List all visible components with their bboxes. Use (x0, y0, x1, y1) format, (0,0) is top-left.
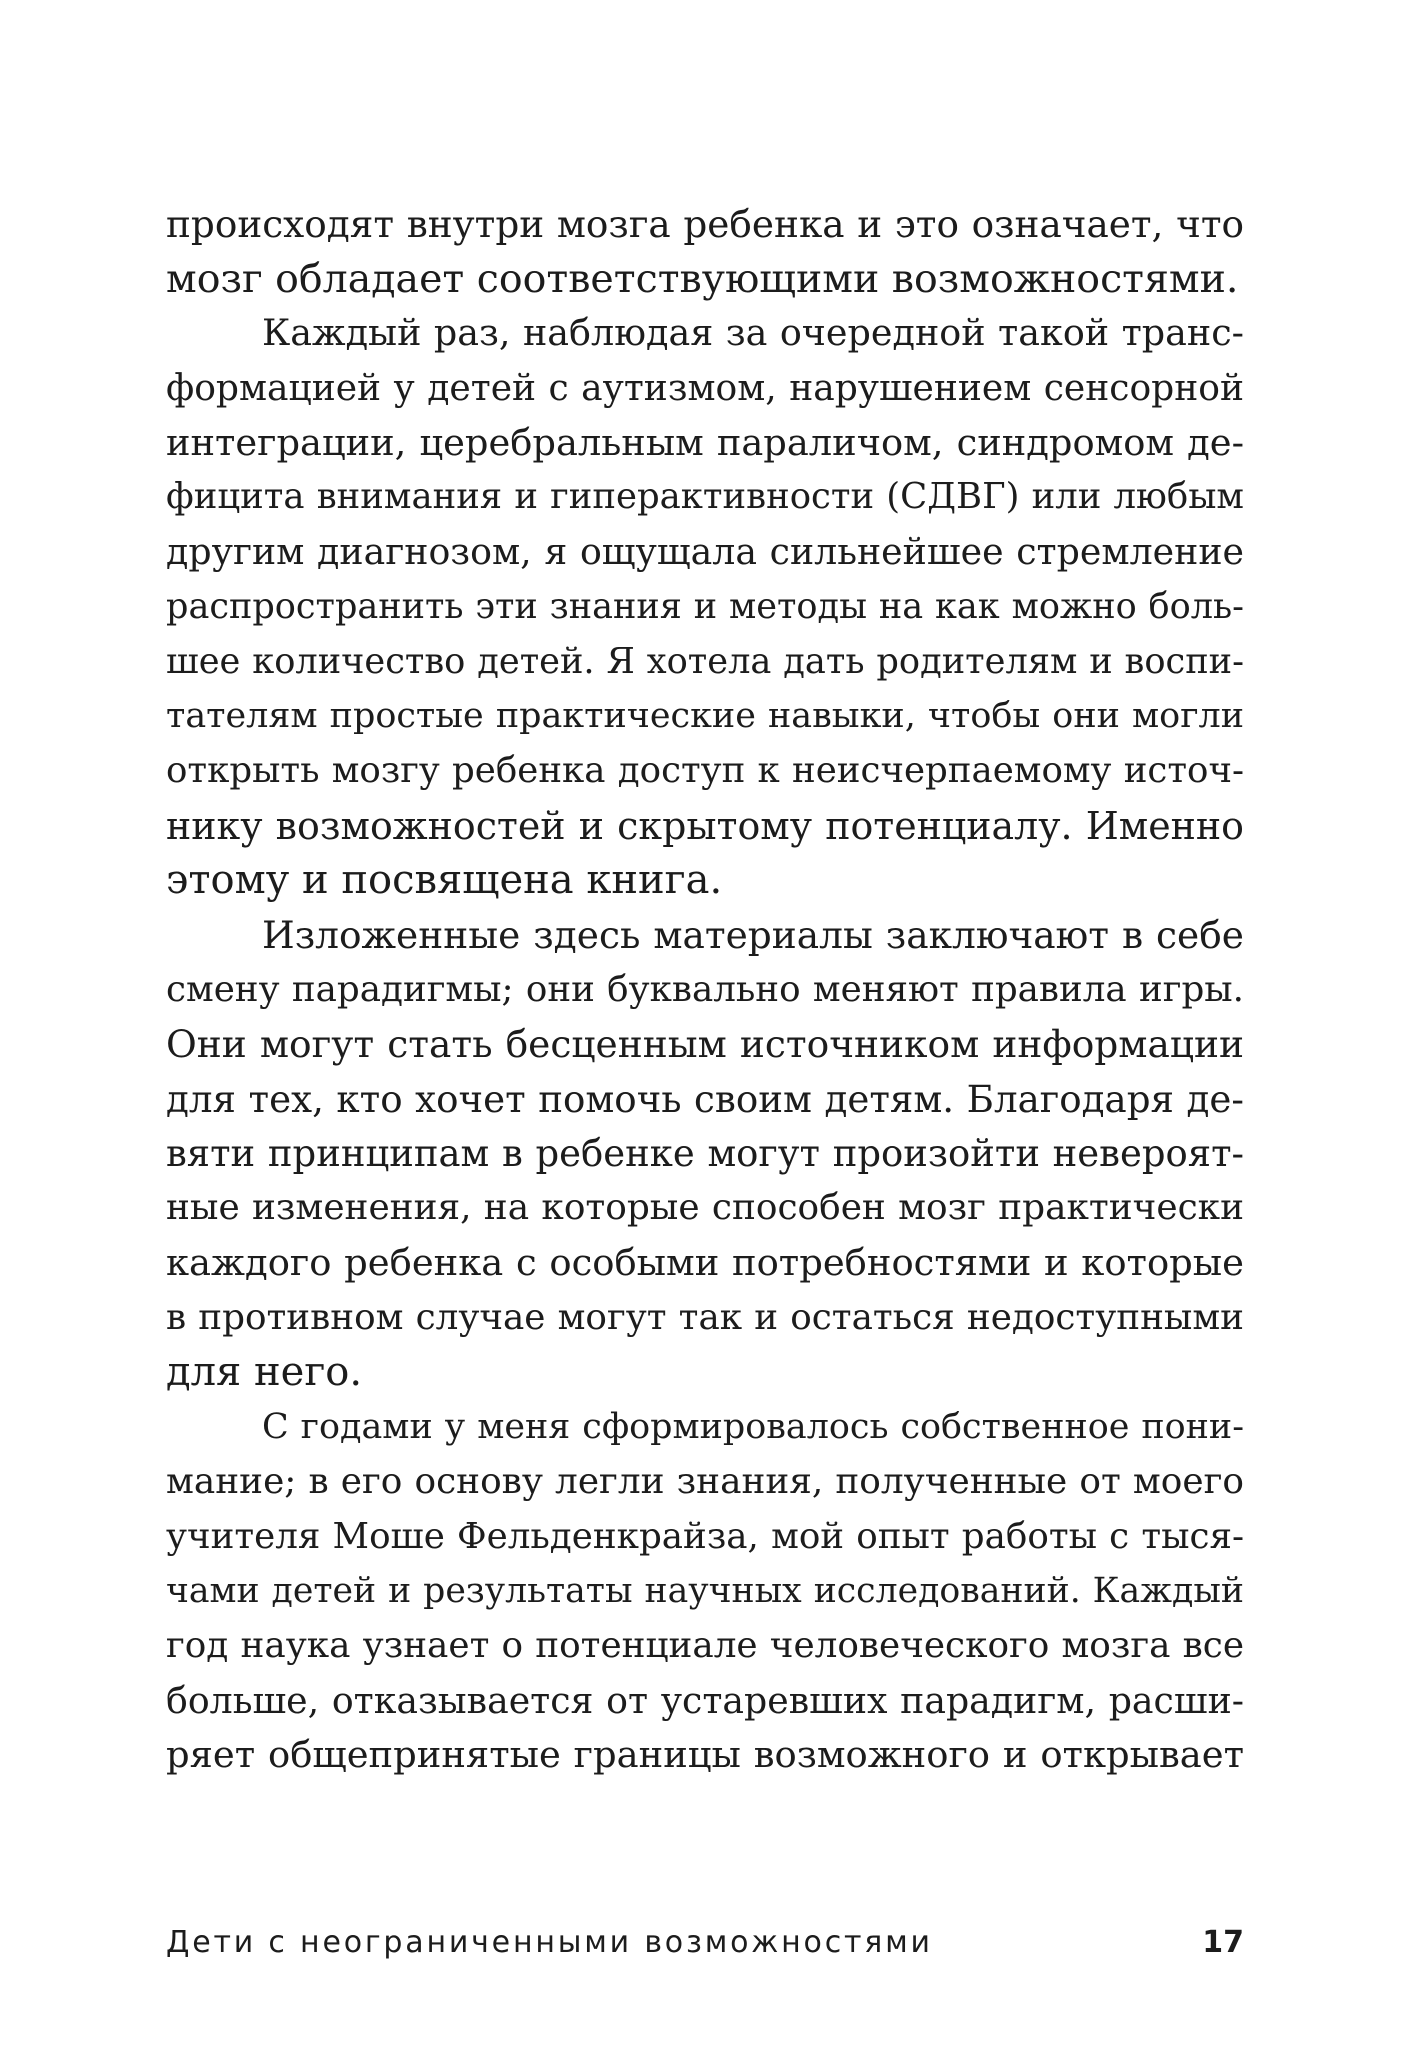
text-line: тателям простые практические навыки, чтобы они могли (166, 696, 1244, 737)
text-line: для тех, кто хочет помочь своим детям. Благодаря де- (166, 1077, 1244, 1121)
text-line: вяти принципам в ребенке могут произойти невероят- (166, 1131, 1244, 1175)
text-line: Они могут стать бесценным источником информации (166, 1022, 1244, 1067)
text-line: другим диагнозом, я ощущала сильнейшее стремление (166, 530, 1244, 574)
text-line: нику возможностей и скрытому потенциалу. Именно (166, 803, 1244, 848)
text-line: фицита внимания и гиперактивности (СДВГ) или любым (166, 476, 1244, 518)
text-line: С годами у меня сформировалось собственное пони- (262, 1407, 1244, 1448)
text-line: каждого ребенка с особыми потребностями и которые (166, 1241, 1244, 1285)
text-line: Изложенные здесь материалы заключают в себе (262, 912, 1244, 957)
text-line: распространить эти знания и методы на как можно боль- (166, 585, 1244, 627)
text-line: смену парадигмы; они буквально меняют правила игры. (166, 968, 1244, 1010)
text-line: мание; в его основу легли знания, полученные от моего (166, 1460, 1244, 1502)
page-footer (166, 1923, 1244, 1963)
text-line: мозг обладает соответствующими возможностями. (166, 255, 1239, 302)
running-title: Дети с неограниченными возможностями (166, 1925, 933, 1960)
text-line: шее количество детей. Я хотела дать родителям и воспи- (166, 640, 1244, 682)
body-text (166, 197, 1244, 1783)
text-line: Каждый раз, наблюдая за очередной такой транс- (262, 311, 1244, 355)
text-line: в противном случае могут так и остаться недоступными (166, 1296, 1244, 1338)
page-number: 17 (1202, 1925, 1244, 1960)
text-line: для него. (166, 1349, 363, 1396)
text-line: чами детей и результаты научных исследований. Каждый (166, 1571, 1244, 1612)
text-line: больше, отказывается от устаревших парадигм, расши- (166, 1678, 1244, 1722)
text-line: открыть мозгу ребенка доступ к неисчерпаемому источ- (166, 749, 1244, 791)
text-line: ные изменения, на которые способен мозг практически (166, 1187, 1244, 1229)
text-line: формацией у детей с аутизмом, нарушением сенсорной (166, 367, 1244, 410)
text-line: учителя Моше Фельденкрайза, мой опыт работы с тыся- (166, 1515, 1244, 1557)
text-line: происходят внутри мозга ребенка и это означает, что (166, 202, 1244, 246)
text-line: интеграции, церебральным параличом, синдромом де- (166, 420, 1244, 464)
text-line: этому и посвящена книга. (166, 857, 723, 904)
text-line: ряет общепринятые границы возможного и открывает (166, 1733, 1244, 1777)
text-line: год наука узнает о потенциале человеческого мозга все (166, 1624, 1244, 1666)
